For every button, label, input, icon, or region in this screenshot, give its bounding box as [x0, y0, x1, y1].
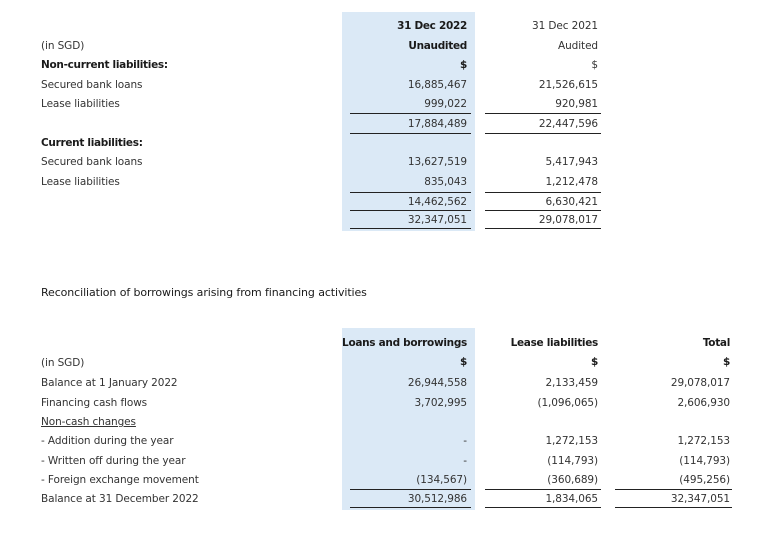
- row-label: - Addition during the year: [41, 435, 174, 447]
- subtotal-2021: 22,447,596: [538, 118, 598, 130]
- cell-2021: 1,212,478: [545, 176, 598, 188]
- cell-loans: 26,944,558: [407, 377, 467, 389]
- row-label: Financing cash flows: [41, 397, 148, 409]
- cell-loans: 3,702,995: [414, 397, 467, 409]
- cell-lease: (1,096,065): [537, 397, 598, 409]
- rule: [350, 133, 471, 134]
- rule: [485, 489, 601, 490]
- rule: [350, 228, 471, 229]
- row-label: Lease liabilities: [41, 98, 120, 110]
- subtotal-2022: 14,462,562: [407, 196, 467, 208]
- rule: [615, 507, 732, 508]
- header-2021-date: 31 Dec 2021: [532, 20, 598, 32]
- rule: [350, 507, 471, 508]
- row-label: Secured bank loans: [41, 156, 143, 168]
- cell-loans: -: [463, 455, 467, 467]
- header-loans-currency: $: [459, 356, 467, 368]
- cell-2022: 16,885,467: [407, 79, 467, 91]
- cell-total: (495,256): [679, 474, 730, 486]
- row-label: - Foreign exchange movement: [41, 474, 199, 486]
- header-2021-currency: $: [591, 59, 598, 71]
- total-2021: 29,078,017: [538, 214, 598, 226]
- rule: [350, 192, 471, 193]
- cell-total: 2,606,930: [677, 397, 730, 409]
- rule: [485, 113, 601, 114]
- subtotal-2021: 6,630,421: [545, 196, 598, 208]
- total-2022: 32,347,051: [407, 214, 467, 226]
- cell-lease: 1,834,065: [545, 493, 598, 505]
- header-total-currency: $: [722, 356, 730, 368]
- cell-total: 32,347,051: [670, 493, 730, 505]
- rule: [350, 113, 471, 114]
- header-lease-currency: $: [590, 356, 598, 368]
- row-label: Balance at 1 January 2022: [41, 377, 178, 389]
- row-label: Balance at 31 December 2022: [41, 493, 199, 505]
- header-lease: Lease liabilities: [510, 337, 598, 349]
- header-2022-status: Unaudited: [408, 40, 467, 52]
- unit-label: (in SGD): [41, 357, 85, 369]
- row-label: - Written off during the year: [41, 455, 186, 467]
- rule: [350, 489, 471, 490]
- header-2022-currency: $: [459, 59, 467, 71]
- section-title: Reconciliation of borrowings arising from financing activities: [41, 286, 367, 299]
- rule: [350, 210, 471, 211]
- row-label: Secured bank loans: [41, 79, 143, 91]
- cell-loans: (134,567): [416, 474, 467, 486]
- cell-total: 1,272,153: [677, 435, 730, 447]
- unit-label: (in SGD): [41, 40, 85, 52]
- subtotal-2022: 17,884,489: [407, 118, 467, 130]
- header-total: Total: [702, 337, 730, 349]
- row-label: Lease liabilities: [41, 176, 120, 188]
- cell-lease: (114,793): [547, 455, 598, 467]
- cell-2021: 21,526,615: [538, 79, 598, 91]
- cell-loans: 30,512,986: [407, 493, 467, 505]
- current-heading: Current liabilities:: [41, 137, 143, 149]
- header-loans: Loans and borrowings: [342, 337, 467, 349]
- noncurrent-heading: Non-current liabilities:: [41, 59, 168, 71]
- rule: [485, 228, 601, 229]
- cell-lease: 2,133,459: [545, 377, 598, 389]
- cell-lease: 1,272,153: [545, 435, 598, 447]
- cell-loans: -: [463, 435, 467, 447]
- cell-total: 29,078,017: [670, 377, 730, 389]
- header-2022-date: 31 Dec 2022: [397, 20, 467, 32]
- rule: [615, 489, 732, 490]
- cell-2021: 5,417,943: [545, 156, 598, 168]
- rule: [485, 192, 601, 193]
- cell-lease: (360,689): [547, 474, 598, 486]
- header-2021-status: Audited: [558, 40, 598, 52]
- rule: [485, 507, 601, 508]
- rule: [485, 210, 601, 211]
- cell-2022: 999,022: [424, 98, 467, 110]
- row-label: Non-cash changes: [41, 416, 136, 428]
- cell-2022: 835,043: [424, 176, 467, 188]
- rule: [485, 133, 601, 134]
- cell-total: (114,793): [679, 455, 730, 467]
- cell-2021: 920,981: [555, 98, 598, 110]
- cell-2022: 13,627,519: [407, 156, 467, 168]
